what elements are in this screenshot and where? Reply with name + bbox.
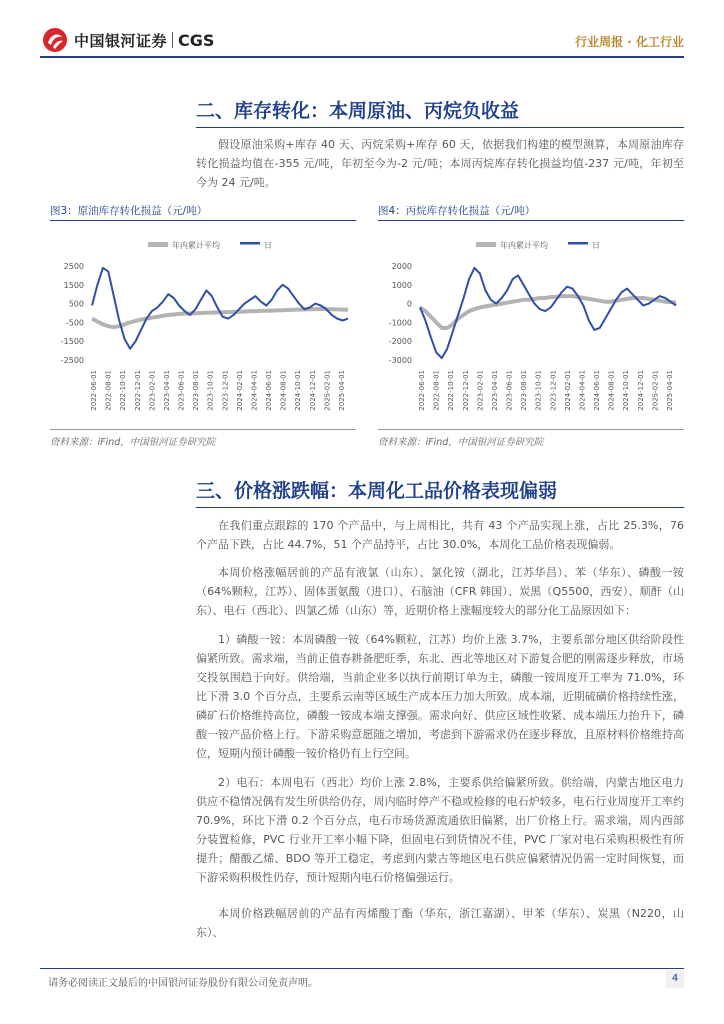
x-tick-label: 2024-12-01 bbox=[308, 370, 317, 411]
x-tick-label: 2022-12-01 bbox=[133, 370, 142, 411]
x-tick-label: 2023-10-01 bbox=[206, 370, 215, 411]
y-tick-label: -2000 bbox=[388, 337, 412, 347]
x-tick-label: 2025-04-01 bbox=[338, 370, 346, 411]
x-tick-label: 2022-10-01 bbox=[119, 370, 128, 411]
footer-divider bbox=[40, 968, 684, 969]
x-tick-label: 2024-04-01 bbox=[578, 370, 587, 411]
section-title-underline bbox=[196, 127, 684, 128]
legend-label-average: 年内累计平均 bbox=[172, 241, 220, 250]
figure3-source: 资料来源：iFind，中国银河证券研究院 bbox=[50, 437, 216, 448]
y-tick-label: -3000 bbox=[388, 356, 412, 365]
x-tick-label: 2023-06-01 bbox=[505, 370, 514, 411]
header-divider bbox=[40, 56, 684, 58]
figure4-title: 图4：丙烷库存转化损益（元/吨） bbox=[378, 205, 536, 217]
x-tick-label: 2022-08-01 bbox=[432, 370, 441, 411]
x-tick-label: 2024-06-01 bbox=[593, 370, 602, 411]
section-title-price-change: 三、价格涨跌幅：本周化工品价格表现偏弱 bbox=[196, 480, 558, 502]
brand-separator bbox=[172, 32, 173, 48]
y-tick-label: -2500 bbox=[60, 356, 84, 365]
price-gainers-paragraph: 本周价格涨幅居前的产品有液氯（山东）、氯化铵（湖北，江苏华昌）、苯（华东）、磷酸一铵（64%颗粒，江苏）、固体蛋氨酸（进口）、石脑油（CFR 韩国）、炭黑（Q5500，西安）、顺酐（山东）、电石（西北）、四氯乙烯（山东）等，近期价格上涨幅度较大的部分化工品原因如下： bbox=[196, 566, 684, 617]
price-decliners-paragraph: 本周价格跌幅居前的产品有丙烯酸丁酯（华东，浙江嘉湖）、甲苯（华东）、炭黑（N220，山东）、 bbox=[196, 907, 684, 939]
x-tick-label: 2023-04-01 bbox=[490, 370, 499, 411]
crude-oil-inventory-chart bbox=[50, 226, 356, 426]
x-tick-label: 2023-06-01 bbox=[177, 370, 186, 411]
x-tick-label: 2022-12-01 bbox=[461, 370, 470, 411]
price-summary-paragraph: 在我们重点跟踪的 170 个产品中，与上周相比，共有 43 个产品实现上涨，占比 25.3%，76 个产品下跌，占比 44.7%，51 个产品持平，占比 30.0%，本周化工品价格表现偏弱。 bbox=[196, 519, 684, 551]
figure3-title-rule bbox=[50, 220, 356, 221]
x-tick-label: 2024-02-01 bbox=[235, 370, 244, 411]
inventory-paragraph: 假设原油采购+库存 40 天、丙烷采购+库存 60 天，依据我们构建的模型测算，本周原油库存转化损益均值在-355 元/吨，年初至今为-2 元/吨；本周丙烷库存转化损益均值-237 元/吨，年初至今为 24 元/吨。 bbox=[196, 138, 684, 189]
x-tick-label: 2024-10-01 bbox=[622, 370, 631, 411]
calcium-carbide-paragraph: 2）电石：本周电石（西北）均价上涨 2.8%，主要系供给偏紧所致。供给端，内蒙古地区电力供应不稳情况偶有发生所供给仍存，周内临时停产不稳或检修的电石炉较多，电石行业周度开工率约 70.9%，环比下滑 0.2 个百分点，电石市场货源流通依旧偏紧，出厂价格上行。需求端，周内西部分装置检修，PVC 行业开工率小幅下降，但固电石到货情况不佳，PVC 厂家对电石采购积极性有所提升；醋酸乙烯、BDO 等开工稳定，考虑到内蒙古等地区电石供应偏紧情况仍需一定时间恢复，而下游采购积极性仍存，预计短期内电石价格偏强运行。 bbox=[196, 776, 684, 884]
x-tick-label: 2023-12-01 bbox=[549, 370, 558, 411]
x-tick-label: 2023-02-01 bbox=[476, 370, 485, 411]
legend-label-average: 年内累计平均 bbox=[500, 241, 548, 250]
figure4-title-rule bbox=[378, 220, 684, 221]
x-tick-label: 2025-04-01 bbox=[666, 370, 674, 411]
x-tick-label: 2023-08-01 bbox=[192, 370, 201, 411]
figure3-title: 图3：原油库存转化损益（元/吨） bbox=[50, 205, 208, 217]
figure4-source: 资料来源：iFind，中国银河证券研究院 bbox=[378, 437, 544, 448]
brand-mark-icon bbox=[42, 27, 68, 53]
legend-swatch-average bbox=[148, 242, 168, 247]
footer-disclaimer: 请务必阅读正文最后的中国银河证券股份有限公司免责声明。 bbox=[48, 978, 318, 989]
x-tick-label: 2022-10-01 bbox=[447, 370, 456, 411]
x-tick-label: 2024-10-01 bbox=[294, 370, 303, 411]
y-tick-label: 0 bbox=[406, 299, 412, 309]
chart-legend bbox=[148, 240, 272, 250]
y-tick-label: 1500 bbox=[63, 280, 84, 290]
y-tick-label: 2500 bbox=[63, 262, 84, 271]
y-tick-label: 2000 bbox=[391, 262, 412, 271]
x-tick-label: 2024-06-01 bbox=[265, 370, 274, 411]
section-title-underline bbox=[196, 507, 684, 508]
legend-label-daily: 日 bbox=[264, 241, 272, 250]
report-type-label: 行业周报 · 化工行业 bbox=[575, 35, 684, 49]
x-tick-label: 2024-04-01 bbox=[250, 370, 259, 411]
series-line-daily bbox=[420, 268, 676, 358]
x-tick-label: 2023-04-01 bbox=[162, 370, 171, 411]
x-tick-label: 2023-10-01 bbox=[534, 370, 543, 411]
x-tick-label: 2024-12-01 bbox=[636, 370, 645, 411]
y-tick-label: -500 bbox=[65, 318, 84, 328]
x-tick-label: 2022-06-01 bbox=[418, 370, 426, 411]
legend-label-daily: 日 bbox=[592, 241, 600, 250]
figure4-source-rule bbox=[378, 429, 684, 430]
legend-swatch-daily bbox=[240, 242, 260, 245]
brand-name-en: CGS bbox=[178, 30, 215, 50]
figure3-source-rule bbox=[50, 429, 356, 430]
series-line-daily bbox=[92, 268, 348, 349]
y-tick-label: -1000 bbox=[388, 318, 412, 328]
section-title-inventory: 二、库存转化：本周原油、丙烷负收益 bbox=[196, 100, 520, 122]
mono-ammonium-phosphate-paragraph: 1）磷酸一铵：本周磷酸一铵（64%颗粒，江苏）均价上涨 3.7%，主要系部分地区供给阶段性偏紧所致。需求端，当前正值春耕备肥旺季，东北、西北等地区对下游复合肥的刚需逐步释放，市场交投氛围趋于向好。供给端，当前企业多以执行前期订单为主，磷酸一铵周度开工率为 71.0%，环比下滑 3.0 个百分点，主要系云南等区域生产成本压力加大所致。成本端，近期硫磺价格持续性涨，磷矿石价格维持高位，磷酸一铵成本端支撑强。需求向好、供应区域性收紧、成本端压力抬升下，磷酸一铵产品价格上行。下游采购意愿随之增加，考虑到下游需求仍在逐步释放，且原材料价格维持高位，短期内预计磷酸一铵价格仍有上行空间。 bbox=[196, 633, 684, 760]
x-tick-label: 2025-02-01 bbox=[323, 370, 332, 411]
propane-inventory-chart bbox=[378, 226, 684, 426]
brand-name-cn: 中国银河证券 bbox=[74, 31, 168, 50]
legend-swatch-daily bbox=[568, 242, 588, 245]
x-tick-label: 2024-08-01 bbox=[607, 370, 616, 411]
brand-logo bbox=[42, 26, 214, 54]
page-header bbox=[0, 0, 724, 70]
page-number: 4 bbox=[666, 970, 684, 988]
y-tick-label: 500 bbox=[68, 299, 84, 309]
x-tick-label: 2025-02-01 bbox=[651, 370, 660, 411]
legend-swatch-average bbox=[476, 242, 496, 247]
x-tick-label: 2024-08-01 bbox=[279, 370, 288, 411]
x-tick-label: 2023-08-01 bbox=[520, 370, 529, 411]
x-tick-label: 2022-06-01 bbox=[90, 370, 98, 411]
x-tick-label: 2022-08-01 bbox=[104, 370, 113, 411]
chart-legend bbox=[476, 240, 600, 250]
y-tick-label: 1000 bbox=[391, 280, 412, 290]
x-tick-label: 2024-02-01 bbox=[563, 370, 572, 411]
y-tick-label: -1500 bbox=[60, 337, 84, 347]
x-tick-label: 2023-12-01 bbox=[221, 370, 230, 411]
x-tick-label: 2023-02-01 bbox=[148, 370, 157, 411]
